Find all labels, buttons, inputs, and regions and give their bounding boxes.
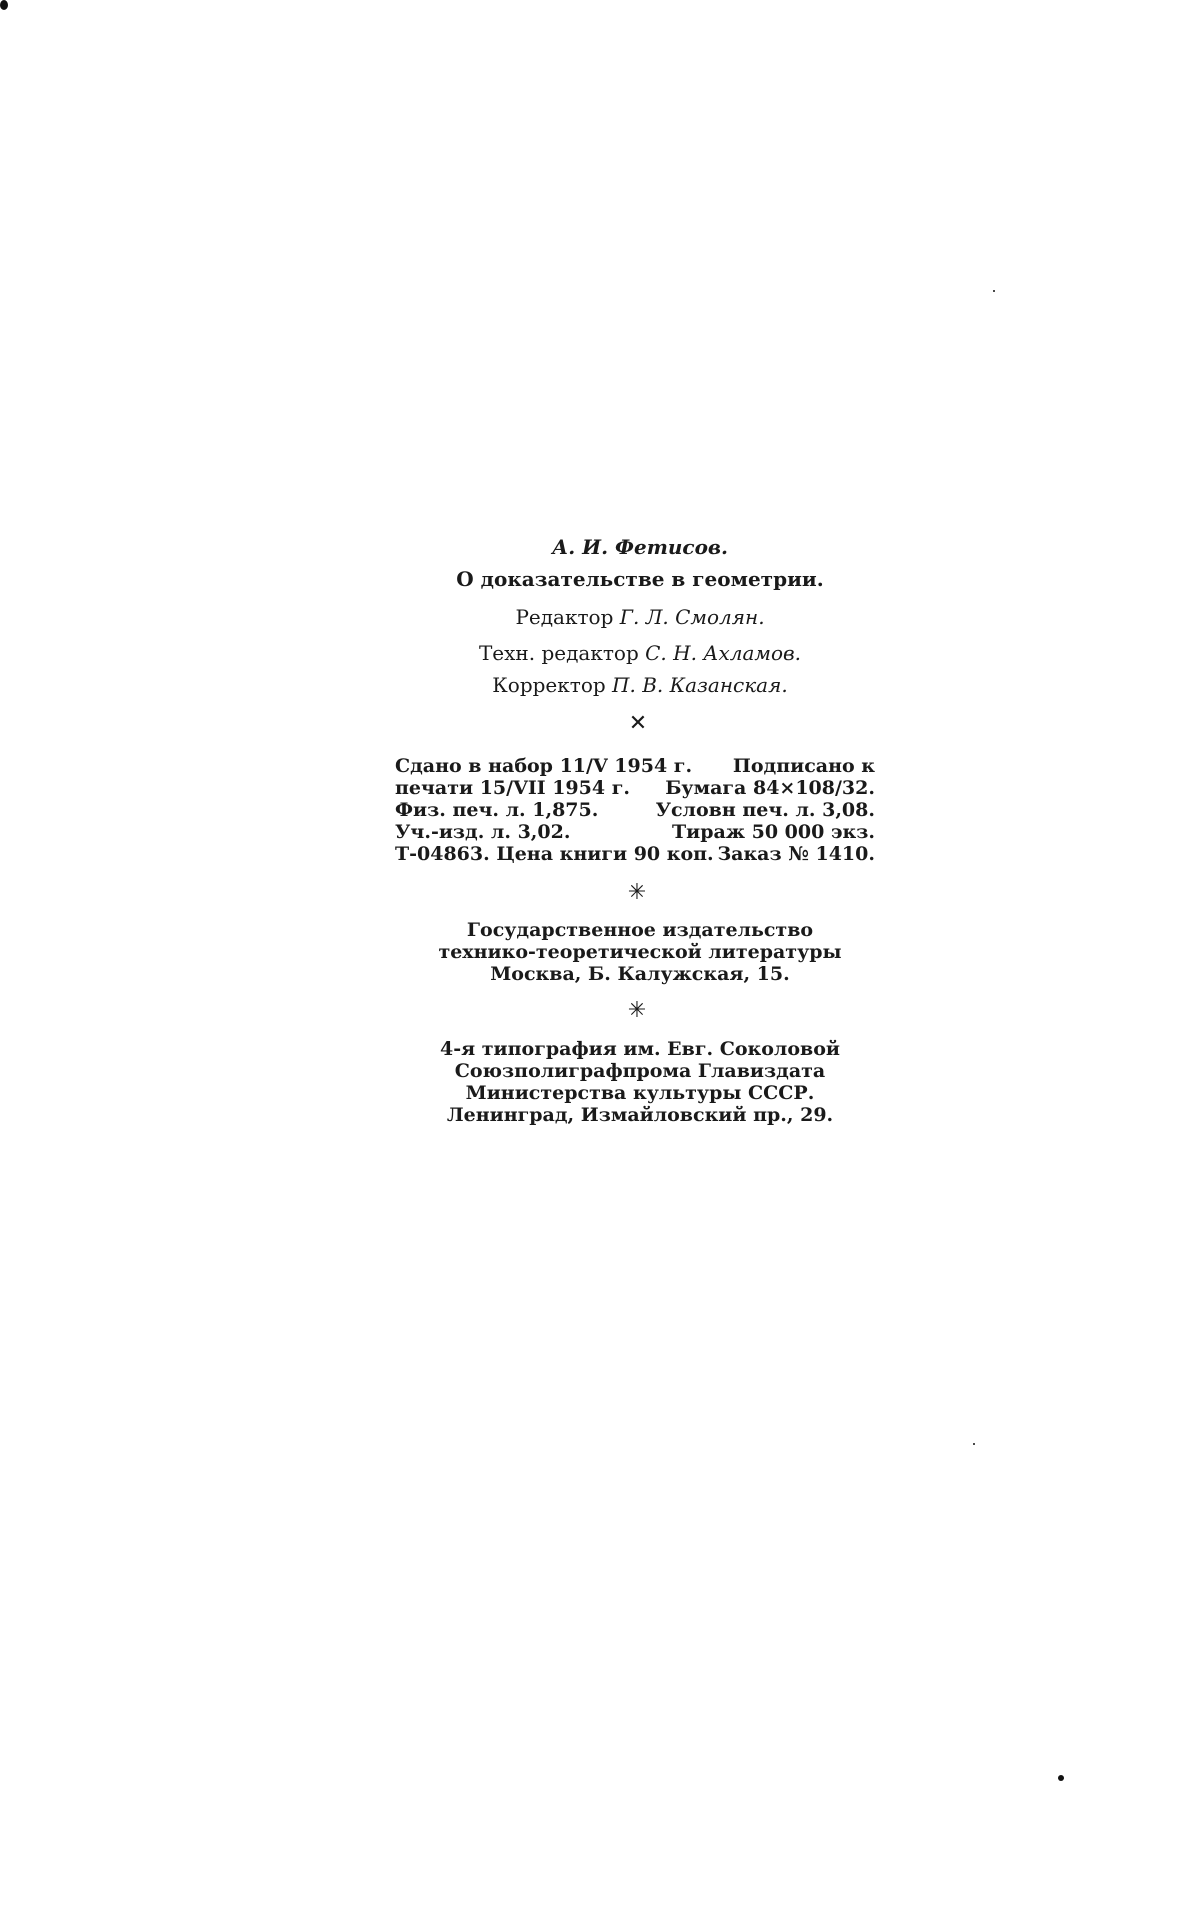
publisher-line: технико-теоретической литературы bbox=[438, 941, 842, 963]
imprint-left: Т-04863. Цена книги 90 коп. bbox=[395, 843, 714, 865]
colophon bbox=[380, 535, 900, 705]
imprint-row bbox=[395, 777, 875, 799]
imprint-left: Физ. печ. л. 1,875. bbox=[395, 799, 599, 821]
imprint-row bbox=[395, 843, 875, 865]
proofreader-line bbox=[380, 673, 900, 697]
imprint-row bbox=[395, 755, 875, 777]
imprint-row bbox=[395, 821, 875, 843]
tech-editor-line bbox=[380, 641, 900, 665]
printer-line: Министерства культуры СССР. bbox=[465, 1082, 815, 1104]
tech-editor-label: Техн. редактор bbox=[478, 641, 639, 665]
tech-editor-name: С. Н. Ахламов. bbox=[645, 641, 802, 665]
printer-line: 4-я типография им. Евг. Соколовой bbox=[440, 1038, 840, 1060]
imprint-left: печати 15/VII 1954 г. bbox=[395, 777, 630, 799]
scan-speck-bottom-right bbox=[1058, 1775, 1064, 1781]
editor-name: Г. Л. Смолян. bbox=[619, 605, 765, 629]
author-line: А. И. Фетисов. bbox=[551, 535, 729, 559]
imprint-right: Заказ № 1410. bbox=[717, 843, 875, 865]
separator-asterisk-icon: ✳ bbox=[627, 880, 647, 905]
publisher-line: Государственное издательство bbox=[466, 919, 814, 941]
printer-line: Союзполиграфпрома Главиздата bbox=[454, 1060, 826, 1082]
publisher-address: Москва, Б. Калужская, 15. bbox=[490, 963, 790, 985]
imprint-left: Сдано в набор 11/V 1954 г. bbox=[395, 755, 693, 777]
imprint-right: Бумага 84×108/32. bbox=[665, 777, 875, 799]
separator-asterisk-icon: ✳ bbox=[627, 998, 647, 1023]
scan-speck-right-lower bbox=[973, 1443, 975, 1445]
scan-speck-top-left bbox=[0, 0, 8, 10]
imprint-right: Подписано к bbox=[732, 755, 875, 777]
separator-cross-icon: ✕ bbox=[628, 711, 648, 736]
imprint-right: Условн печ. л. 3,08. bbox=[655, 799, 875, 821]
scan-speck-right bbox=[993, 290, 995, 292]
imprint-row bbox=[395, 799, 875, 821]
imprint-left: Уч.-изд. л. 3,02. bbox=[395, 821, 571, 843]
imprint-right: Тираж 50 000 экз. bbox=[672, 821, 875, 843]
printer-block bbox=[380, 1037, 900, 1137]
book-title-line: О доказательстве в геометрии. bbox=[456, 567, 824, 591]
editor-line bbox=[380, 605, 900, 629]
proofreader-label: Корректор bbox=[492, 673, 606, 697]
editor-label: Редактор bbox=[515, 605, 614, 629]
printer-address: Ленинград, Измайловский пр., 29. bbox=[446, 1104, 834, 1126]
publisher-block bbox=[380, 918, 900, 998]
proofreader-name: П. В. Казанская. bbox=[612, 673, 788, 697]
